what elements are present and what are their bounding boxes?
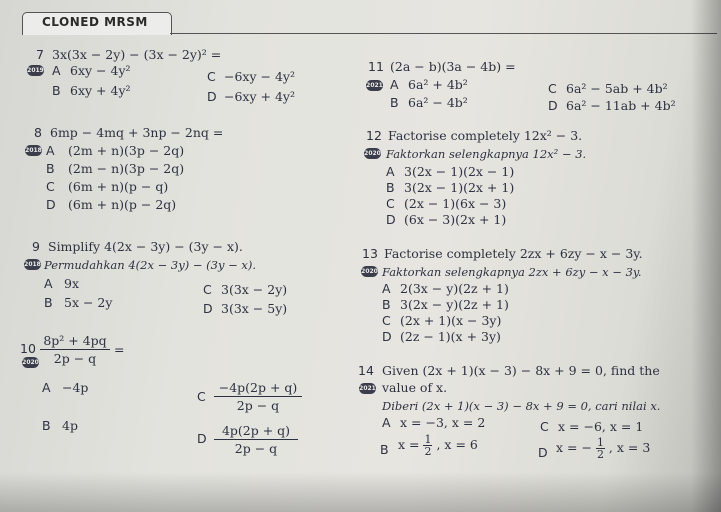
q10-stem-numerator: 8p² + 4pq: [40, 334, 110, 350]
q12-option-a-letter[interactable]: A: [386, 164, 395, 179]
q14-option-d-denominator: 2: [596, 448, 604, 461]
q12-option-b[interactable]: 3(2x − 1)(2x + 1): [404, 180, 515, 195]
q12-year-badge: 2020: [364, 150, 381, 157]
page-edge-shadow: [691, 0, 721, 512]
q14-stem-line1: Given (2x + 1)(x − 3) − 8x + 9 = 0, find the: [382, 363, 660, 378]
q13-year-badge: 2020: [361, 268, 378, 275]
q9-option-a-letter[interactable]: A: [44, 276, 53, 291]
q11-option-b-letter[interactable]: B: [390, 95, 399, 110]
q8-option-a[interactable]: (2m + n)(3p − 2q): [68, 143, 185, 158]
q13-option-b-letter[interactable]: B: [382, 297, 391, 312]
q11-option-a-letter[interactable]: A: [390, 77, 399, 92]
q12-number: 12: [366, 128, 382, 143]
q14-option-d-prefix: x = −: [556, 440, 592, 455]
q8-stem: 6mp − 4mq + 3np − 2nq =: [50, 125, 224, 140]
q9-option-b[interactable]: 5x − 2y: [64, 295, 113, 310]
q12-stem: Factorise completely 12x² − 3.: [388, 128, 583, 143]
q13-option-b[interactable]: 3(2x − y)(2z + 1): [400, 297, 509, 312]
q12-option-d-letter[interactable]: D: [386, 212, 396, 227]
q10-option-d-letter[interactable]: D: [197, 431, 207, 446]
q14-option-b-numerator: 1: [424, 433, 432, 446]
q9-stem-malay: Permudahkan 4(2x − 3y) − (3y − x).: [44, 258, 257, 272]
header-title: CLONED MRSM: [42, 15, 148, 29]
q14-stem-line2: value of x.: [382, 380, 448, 395]
q14-option-c[interactable]: x = −6, x = 1: [558, 419, 644, 434]
q8-option-b-letter[interactable]: B: [46, 161, 55, 176]
q8-number: 8: [34, 125, 42, 140]
q10-option-a-letter[interactable]: A: [42, 380, 51, 395]
q14-option-b-prefix: x =: [398, 437, 420, 452]
q12-option-c-letter[interactable]: C: [386, 196, 395, 211]
q11-option-d[interactable]: 6a² − 11ab + 4b²: [566, 98, 676, 113]
q10-option-a[interactable]: −4p: [62, 380, 89, 395]
q9-stem: Simplify 4(2x − 3y) − (3y − x).: [48, 239, 243, 254]
q7-number: 7: [36, 47, 44, 62]
q10-year-badge: 2020: [22, 359, 39, 366]
q12-stem-malay: Faktorkan selengkapnya 12x² − 3.: [386, 147, 587, 161]
q10-stem-fraction: [40, 334, 110, 366]
q14-option-b-letter[interactable]: B: [380, 442, 389, 457]
q8-option-d-letter[interactable]: D: [46, 197, 56, 212]
q11-option-c-letter[interactable]: C: [548, 81, 557, 96]
q8-option-d[interactable]: (6m + n)(p − 2q): [68, 197, 177, 212]
q7-option-b-letter[interactable]: B: [52, 83, 61, 98]
q14-number: 14: [358, 363, 374, 378]
q10-number: 10: [20, 341, 36, 356]
q11-option-b[interactable]: 6a² − 4b²: [408, 95, 468, 110]
q13-option-a-letter[interactable]: A: [382, 281, 391, 296]
q9-option-b-letter[interactable]: B: [44, 295, 53, 310]
q11-stem: (2a − b)(3a − 4b) =: [390, 59, 516, 74]
q13-option-d[interactable]: (2z − 1)(x + 3y): [400, 329, 501, 344]
q9-number: 9: [32, 239, 40, 254]
q10-option-c-denominator: 2p − q: [236, 398, 280, 413]
q10-option-b-letter[interactable]: B: [42, 418, 51, 433]
q14-option-a-letter[interactable]: A: [382, 415, 391, 430]
q8-year-badge: 2018: [25, 147, 42, 154]
q7-option-c-letter[interactable]: C: [207, 69, 216, 84]
q7-stem: 3x(3x − 2y) − (3x − 2y)² =: [52, 47, 222, 62]
q14-option-d-suffix: , x = 3: [608, 440, 651, 455]
q10-option-d[interactable]: [214, 424, 298, 456]
q7-option-d[interactable]: −6xy + 4y²: [224, 89, 295, 104]
q9-year-badge: 2018: [24, 261, 41, 268]
q9-option-d-letter[interactable]: D: [203, 301, 213, 316]
q11-option-c[interactable]: 6a² − 5ab + 4b²: [566, 81, 668, 96]
q11-option-a[interactable]: 6a² + 4b²: [408, 77, 468, 92]
q10-stem-equals: =: [114, 342, 125, 357]
q13-stem: Factorise completely 2zx + 6zy − x − 3y.: [384, 246, 643, 261]
q13-number: 13: [362, 246, 378, 261]
q10-option-c-letter[interactable]: C: [197, 389, 206, 404]
q14-stem-malay: Diberi (2x + 1)(x − 3) − 8x + 9 = 0, cari nilai x.: [382, 399, 661, 413]
q13-option-c[interactable]: (2x + 1)(x − 3y): [400, 313, 502, 328]
q10-option-d-denominator: 2p − q: [234, 441, 278, 456]
q9-option-c-letter[interactable]: C: [203, 282, 212, 297]
q10-option-d-numerator: 4p(2p + q): [214, 424, 298, 440]
q7-option-a[interactable]: 6xy − 4y²: [70, 63, 131, 78]
q14-option-b-fraction: [423, 434, 432, 457]
q13-option-d-letter[interactable]: D: [382, 329, 392, 344]
q7-option-b[interactable]: 6xy + 4y²: [70, 83, 131, 98]
q14-year-badge: 2021: [359, 385, 376, 392]
header-rule: [170, 33, 717, 34]
q8-option-c-letter[interactable]: C: [46, 179, 55, 194]
q11-year-badge: 2021: [366, 82, 383, 89]
q11-option-d-letter[interactable]: D: [548, 98, 558, 113]
q10-option-c-numerator: −4p(2p + q): [214, 381, 302, 397]
header-bar: [12, 8, 717, 38]
q12-option-d[interactable]: (6x − 3)(2x + 1): [404, 212, 507, 227]
q8-option-c[interactable]: (6m + n)(p − q): [68, 179, 169, 194]
q14-option-d-numerator: 1: [596, 436, 604, 449]
q13-option-c-letter[interactable]: C: [382, 313, 391, 328]
q10-option-b[interactable]: 4p: [62, 418, 78, 433]
q11-number: 11: [368, 59, 384, 74]
q14-option-b-suffix: , x = 6: [436, 437, 478, 452]
q14-option-b[interactable]: [398, 434, 478, 457]
bottom-shadow: [0, 472, 721, 512]
q14-option-d-letter[interactable]: D: [538, 445, 548, 460]
q7-year-badge: 2019: [27, 67, 44, 74]
q7-option-d-letter[interactable]: D: [207, 89, 217, 104]
q14-option-a[interactable]: x = −3, x = 2: [400, 415, 486, 430]
q7-option-a-letter[interactable]: A: [52, 63, 61, 78]
q9-option-a[interactable]: 9x: [64, 276, 80, 291]
q12-option-c[interactable]: (2x − 1)(6x − 3): [404, 196, 507, 211]
q12-option-b-letter[interactable]: B: [386, 180, 395, 195]
q14-option-c-letter[interactable]: C: [540, 419, 549, 434]
q13-stem-malay: Faktorkan selengkapnya 2zx + 6zy − x − 3y.: [382, 265, 642, 279]
q7-option-c[interactable]: −6xy − 4y²: [224, 69, 295, 84]
q9-option-c[interactable]: 3(3x − 2y): [221, 282, 288, 297]
q9-option-d[interactable]: 3(3x − 5y): [221, 301, 288, 316]
q10-stem-denominator: 2p − q: [53, 351, 97, 366]
q13-option-a[interactable]: 2(3x − y)(2z + 1): [400, 281, 509, 296]
q10-option-c[interactable]: [214, 381, 302, 413]
q8-option-b[interactable]: (2m − n)(3p − 2q): [68, 161, 185, 176]
q14-option-d-fraction: [596, 437, 605, 460]
q14-option-d[interactable]: [556, 437, 650, 460]
q8-option-a-letter[interactable]: A: [46, 143, 55, 158]
q14-option-b-denominator: 2: [424, 445, 432, 458]
q12-option-a[interactable]: 3(2x − 1)(2x − 1): [404, 164, 515, 179]
